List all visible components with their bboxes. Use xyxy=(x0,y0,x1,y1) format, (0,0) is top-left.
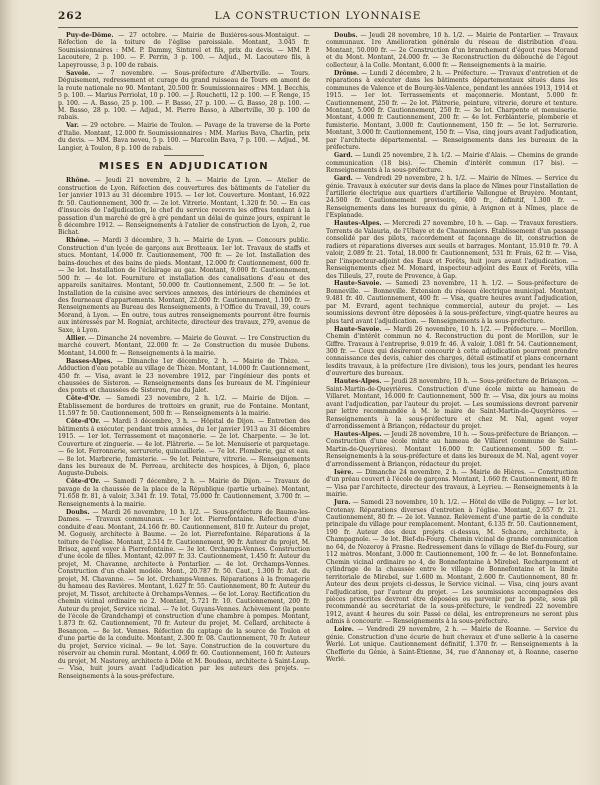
right-column xyxy=(326,32,578,772)
notice-place: Côte-d'Or. xyxy=(66,478,101,486)
left-column xyxy=(58,32,310,772)
notice-place: Gard. xyxy=(334,175,353,183)
notice-paragraph xyxy=(326,220,578,280)
notice-text: — Mardi 26 novembre, 10 h. 1/2. — Sous-préfecture de Baume-les-Dames. — Travaux communaux. — 1er lot. Pierrefontaine. Réfection d'une conduite d'eau. Montant, 24.166 fr. 80. Cautionnement, 810 fr. Auteur du projet, M. Gogueiy, architecte à Baume. — 2e lot. Pierrefontaine. Réparations à la toiture de l'église. Montant, 2.514 fr. Cautionnement, 90 fr. Auteur du projet, M. Brisoz, agent voyer à Pierrefontaine. — 3e lot. Orchamps-Vennes. Construction d'une école de filles. Montant, 42.097 fr. 33. Cautionnement, 1.450 fr. Auteur du projet, M. Chavanne, architecte à Pontarlier. — 4e lot. Orchamps-Vennes. Construction d'un chalet modèle. Mont., 20.787 fr. 50. Caut., 1.300 fr. Aut. du projet, M. Chavanne. — 5e lot. Orchamps-Vennes. Réparations à la fromagerie du hameau des Ravières. Montant, 1.627 fr. 55. Cautionnement, 80 fr. Auteur du projet, M. Tissot, architecte à Orchamps-Vennes. — 6e lot. Loray. Rectification du chemin vicinal ordinaire no 2. Montant, 5.721 fr. 10. Cautionnement, 200 fr. Auteur du projet, Service vicinal. — 7e lot. Guyans-Vennes. Achèvement (la pente de l'école de Grandchamp) et construction d'une chambre à pompes. Montant, 1.873 fr. 62. Cautionnement, 70 fr. Auteur du projet, M. Cellard, architecte à Besançon. — 8e lot. Vennes. Réfection du captage de la source de Toulon et d'une partie de la conduite. Montant, 2.300 fr. 08. Cautionnement, 70 fr. Auteur du projet, Service vicinal. — 9e lot. Saye. Construction de la couverture du réservoir au chemin rural. Montant, 4.069 fr. 60. Cautionnement, 160 fr. Auteurs du projet, M. Nastorey, architecte à Dôle et M. Boudeau, architecte à Saint-Loup. — Visa, huit jours avant l'adjudication par les auteurs des projets. — Renseignements à la sous-préfecture. xyxy=(58,508,310,680)
left-column-top-notices xyxy=(58,32,310,152)
notice-text: — Lundi 25 novembre, 2 h. 1/2. — Mairie d'Alais. — Chemins de grande communication (18 bis). — Chemin d'intérêt commun (17 bis). — Renseignements à la sous-préfecture. xyxy=(326,152,578,175)
notice-place: Hautes-Alpes. xyxy=(334,378,382,386)
notice-text: — Jeudi 28 novembre, 10 h. — Sous-préfecture de Briançon. — Saint-Martin-de-Queyrières. Construction d'une école mixte au hameau de Villaret. Montant, 16.000 fr. Cautionnement, 500 fr. — Visa, dix jours au moins avant l'adjudication, par l'auteur du projet. — Les soumissions devront parvenir par lettre recommandée à M. le maire de Saint-Martin-de-Queyrières. — Renseignements à la sous-préfecture et chez M. Nal, agent voyer d'arrondissement à Briançon, rédacteur du projet. xyxy=(326,378,578,431)
notice-place: Doubs. xyxy=(66,508,90,516)
section-title-mises-en-adjudication: MISES EN ADJUDICATION xyxy=(98,161,270,173)
notice-paragraph xyxy=(58,177,310,237)
notice-text: — Mardi 26 novembre, 10 h. 1/2. — Préfecture. — Morillon. Chemin d'intérêt commun no 4. Reconstruction du pont de Morillon, sur le Giffre. Travaux à l'entreprise, 9.019 fr. 46. À valoir, 1.081 fr. 54. Cautionnement, 300 fr. — Ceux qui désireront concourir à cette adjudication pourront prendre connaissance des devis, cahier des charges, détail estimatif et plans concernant lesdits travaux, à la préfecture (1re division), tous les jours, pendant les heures d'ouverture des bureaux. xyxy=(326,325,578,378)
notice-text: — Jeudi 28 novembre, 10 h. 1/2. — Mairie de Pontarlier. — Travaux communaux. 1re Amélioration générale du réseau de distribution d'eau. Montant, 50.000 fr. — 2e Construction d'un branchement d'égout rues Morand et du Mont. Montant, 24.000 fr. — 3e Reconstruction du débouché de l'égout collecteur, à la Colle. Montant, 6.000 fr. — Renseignements à la mairie. xyxy=(326,32,578,69)
notice-place: Doubs. xyxy=(334,32,358,39)
notice-place: Hautes-Alpes. xyxy=(334,431,382,439)
notice-paragraph xyxy=(326,326,578,378)
notice-text: — Vendredi 29 novembre, 2 h. — Mairie de Roanne. — Service du génie. Construction d'une écurie de huit chevaux et d'une sellerie à la caserne Werlé. Lot unique. Cautionnement définitif, 1.370 fr. — Renseignements à la Chefferie du Génie, à Saint-Étienne, 34, rue d'Annonay et, à Roanne, caserne Werlé. xyxy=(326,626,578,664)
notice-paragraph xyxy=(326,431,578,468)
notice-place: Haute-Savoie. xyxy=(334,280,382,288)
notice-paragraph xyxy=(58,122,310,152)
publication-title: LA CONSTRUCTION LYONNAISE xyxy=(214,10,422,22)
notice-place: Côte-d'Or. xyxy=(66,418,101,426)
right-column-notices xyxy=(326,32,578,664)
notice-paragraph xyxy=(326,626,578,663)
notice-place: Var. xyxy=(66,122,79,130)
notice-text: — Dimanche 24 novembre, 2 h. — Mairie de Hières. — Construction d'un préau couvert à l'école de garçons. Montant, 1.660 fr. Cautionnement, 80 fr. — Visa par l'architecte, directeur des travaux, à Leyrieu. — Renseignements à la mairie. xyxy=(326,468,578,499)
page-number: 262 xyxy=(58,10,83,22)
notice-text: — Lundi 2 décembre, 2 h. — Préfecture. — Travaux d'entretien et de réparations à exécuter dans les bâtiments départementaux situés dans les communes de Valence et de Bourg-lès-Valence, pendant les années 1913, 1914 et 1915. — 1er lot. Terrassements et maçonnerie. Montant, 5.000 fr. Cautionnement, 250 fr. — 2e lot. Plâtrerie, peinture, vitrerie, dorure et tenture. Montant, 5.000 fr. Cautionnement, 250 fr. — 3e lot. Charpente et menuiserie. Montant, 4.000 fr. Cautionnement, 200 fr. — 4e lot. Ferblanterie, plomberie et fumisterie. Montant, 3.000 fr. Cautionnement, 150 fr. — 5e lot. Serrurerie. Montant, 3.000 fr. Cautionnement, 150 fr. — Visa, cinq jours avant l'adjudication, par l'architecte départemental. — Renseignements dans les bureaux de la préfecture. xyxy=(326,69,578,152)
left-column-adjudication-notices xyxy=(58,177,310,680)
notice-place: Gard. xyxy=(334,152,353,160)
notice-text: — Dimanche 1er décembre, 2 h. — Mairie de Thèze. — Adduction d'eau potable au village de Thèze. Montant, 14.000 fr. Cautionnement, 450 fr. — Visa, avant le 23 novembre 1912, par l'ingénieur des ponts et chaussées de Sisteron. — Renseignements dans les bureaux de M. l'ingénieur des ponts et chaussées de Sisteron, rue du Jalet. xyxy=(58,357,310,395)
notice-place: Rhône. xyxy=(66,177,90,185)
notice-text: — Mercredi 27 novembre, 10 h. — Gap. — Travaux forestiers. Torrents de Valauria, de l'Ubaye et de Chaumoniers. Établissement d'un passage consolidé par des pilots, raccordement et façonnage de lit, construction de radiers et réparations diverses aux seuils et barrages. Montant, 15.910 fr. 79. À valoir, 2.089 fr. 21. Total, 18.000 fr. Cautionnement, 531 fr. Frais, 62 fr. — Visa, par l'inspecteur-adjoint des Eaux et Forêts, huit jours avant l'adjudication. — Renseignements chez M. Monard, inspecteur-adjoint des Eaux et Forêts, villa des Tilleuls, 27, route de Provence, à Gap. xyxy=(326,220,578,280)
notice-text: — Dimanche 24 novembre. — Mairie de Gouvat. — 1re Construction du marché couvert. Montant, 22.000 fr. — 2e Construction du musée Dubens. Montant, 14.000 fr. — Renseignements à la mairie. xyxy=(58,334,310,357)
notice-text: — Jeudi 21 novembre, 2 h. — Mairie de Lyon. — Atelier de construction de Lyon. Réfection des couvertures des bâtiments de l'atelier du 1er janvier 1913 au 31 décembre 1915. — 1er lot. Couverture. Montant, 16.922 fr. 50. Cautionnement, 300 fr. — 2e lot. Vitrerie. Montant, 1.320 fr. 50. — En cas d'insuccès de l'adjudication, le chef du service recevra les offres tendant à la passation d'un marché de gré à gré pendant un délai de quinze jours, expirant le 6 décembre 1912. — Renseignements à l'atelier de construction de Lyon, 2, rue Bichat. xyxy=(58,177,310,237)
notice-place: Haute-Savoie. xyxy=(334,325,382,333)
notice-text: — Samedi 23 novembre, 2 h. 1/2. — Mairie de Dijon. — Établissement de bordures de trottoirs en granit, rue de Fontaine. Montant, 11.597 fr. 50. Cautionnement, 500 fr. — Renseignements à la mairie. xyxy=(58,395,310,418)
notice-paragraph xyxy=(326,280,578,325)
notice-paragraph xyxy=(326,152,578,174)
notice-place: Côte-d'Or. xyxy=(66,395,101,403)
notice-paragraph xyxy=(58,70,310,122)
notice-place: Savoie. xyxy=(66,69,91,77)
notice-paragraph xyxy=(58,418,310,478)
notice-text: — 27 octobre. — Mairie de Buxières-sous-Montaigut. — Réfection de la toiture de l'église paroissiale. Montant, 3.045 fr. Soumissionnaires : MM. P. Dammy, Sinturel et fils, prix du devis. — MM. P. Lacoutere, 2 p. 100. — F. Perrin, 3 p. 100. — Adjud., M. Lacoutere fils, à Lapeyrousse, 3 p. 100 de rabais. xyxy=(58,32,310,69)
notice-paragraph xyxy=(58,478,310,508)
notice-place: Basses-Alpes. xyxy=(66,357,113,365)
header-rule xyxy=(58,27,578,28)
notice-paragraph xyxy=(326,175,578,220)
notice-place: Isère. xyxy=(334,468,354,476)
page-header xyxy=(58,10,578,24)
notice-paragraph xyxy=(326,70,578,152)
notice-text: — Samedi 7 décembre, 2 h. — Mairie de Dijon. — Travaux de pavage de la chaussée de la place de la République (partie urbaine). Montant, 71.658 fr. 81, à valoir, 3.341 fr. 19. Total, 75.000 fr. Cautionnement, 3.700 fr. — Renseignements à la mairie. xyxy=(58,478,310,508)
notice-place: Allier. xyxy=(66,334,87,342)
notice-place: Loire. xyxy=(334,626,354,634)
notice-place: Rhône. xyxy=(66,237,90,245)
notice-text: — Samedi 23 novembre, 10 h. 1/2. — Hôtel de ville de Poligny. — 1er lot. Crotenay. Réparations diverses d'entretien à l'église. Montant, 2.657 fr. 21. Cautionnement, 80 fr. — 2e lot. Vannoz. Relèvement d'une partie de la conduite principale du village pour remplacement. Montant, 6.135 fr. 50. Cautionnement, 190 fr. Auteur des deux projets ci-dessus, M. Schacre, architecte, à Champagnole. — 3e lot. Bief-du-Fourg. Chemin vicinal de grande communication no 64, de Nozeroy à Frasne. Redressement dans le village de Bief-du-Fourg, sur 112 mètres. Montant, 3.000 fr. Cautionnement, 100 fr. — 4e lot. Bonnefontaine. Chemin vicinal ordinaire no 4, de Bonnefontaine à Mirebel. Rechargement et cylindrage de la chaussée entre le village de Bonnefontaine et la limite territoriale de Mirebel, sur 1.600 m. Montant, 2.600 fr. Cautionnement, 80 fr. Auteur des deux projets ci-dessus, le Service vicinal. — Visa, cinq jours avant l'adjudication, par l'auteur du projet. — Les soumissions accompagnées des pièces prescrites devront être déposées ou parvenir par la poste, sous pli recommandé au secrétariat de la sous-préfecture, le vendredi 22 novembre 1912, avant 4 heures du soir. Passé ce délai, les entrepreneurs ne seront plus admis à concourir. — Renseignements à la sous-préfecture. xyxy=(326,499,578,626)
notice-place: Jura. xyxy=(334,499,351,507)
section-divider xyxy=(164,155,204,156)
notice-text: — Jeudi 28 novembre, 10 h. — Sous-préfecture de Briançon. — Construction d'une école mixte au hameau de Villaret (commune de Saint-Martin-de-Queyrières). Montant 16.000 fr. Cautionnement, 500 fr. — Renseignements à la sous-préfecture et dans les bureaux de M. Nal, agent voyer d'arrondissement à Briançon, rédacteur du projet. xyxy=(326,431,578,468)
notice-text: — Vendredi 29 novembre, 2 h. 1/2. — Mairie de Nîmes. — Service du génie. Travaux à exécuter sur devis dans la place de Nîmes pour l'installation de l'artillerie électrique aux quartiers d'artillerie Vallongue et Bruyère. Montant, 24.500 fr. Cautionnement provisoire, 400 fr., définitif, 1.300 fr. — Renseignements dans les bureaux du génie, à Avignon et à Nîmes, place de l'Esplanade. xyxy=(326,175,578,220)
page-binding-shadow xyxy=(0,0,12,785)
notice-paragraph xyxy=(326,32,578,69)
notice-paragraph xyxy=(326,469,578,499)
notice-paragraph xyxy=(326,499,578,626)
notice-text: — 29 octobre. — Mairie de Toulon. — Pavage de la traverse de la Porte d'Italie. Montant, 12.000 fr. Soumissionnaires : MM. Marius Bava, Charlin, prix du devis. — MM. Bava neveu, 5 p. 100. — Marcelin Bava, 7 p. 100. — Adjud., M. Langier, à Toulon, 8 p. 100 de rabais. xyxy=(58,122,310,152)
notice-paragraph xyxy=(58,237,310,334)
notice-place: Hautes-Alpes. xyxy=(334,220,382,228)
notice-paragraph xyxy=(58,32,310,69)
notice-text: — 7 novembre. — Sous-préfecture d'Albertville. — Tours. Déguisement, redressement et curage du grand ruisseau de Tours en amont de la route nationale no 90. Montant, 20.500 fr. Soumissionnaires : MM. J. Becchis, 5 p. 100. — Marius Perriolat, 10 p. 100. — J. Rouchetti, 12 p. 100. — F. Renge, 15 p. 100. — A. Basso, 25 p. 100. — F. Basso, 27 p. 100. — G. Basso, 28 p. 100. — M. Basso, 28 p. 100. — Adjud., M. Pierre Basso, à Albertville, 30 p. 100 de rabais. xyxy=(58,69,310,122)
notice-paragraph xyxy=(58,358,310,395)
notice-text: — Samedi 23 novembre, 11 h. 1/2. — Sous-préfecture de Bonneville. — Bonneville. Extension du réseau électrique municipal. Montant, 9.481 fr. 40. Cautionnement, 400 fr. — Visa, quatre heures avant l'adjudication, par M. Evrard, agent technique commercial, auteur du projet. — Les soumissions devront être déposées à la sous-préfecture, vingt-quatre heures au plus tard avant l'adjudication. — Renseignements à la sous-préfecture. xyxy=(326,280,578,325)
notice-text: — Mardi 3 décembre, 3 h. — Mairie de Lyon. — Concours public. Construction d'un lycée de garçons aux Brotteaux. 1er lot. Travaux de staffs et stucs. Montant, 14.000 fr. Cautionnement, 700 fr. — 2e lot. Installation des bains-douches et des bains de pieds. Montant, 12.000 fr. Cautionnement, 600 fr. — 3e lot. Installation de l'éclairage au gaz. Montant, 9.000 fr. Cautionnement, 500 fr. — 4e lot. Fourniture et installation des canalisations d'eau et des appareils sanitaires. Montant, 50.000 fr. Cautionnement, 2.500 fr. — 5e lot. Installation de la cuisine avec services annexes, des intérieurs de cheminées et des fourneaux d'appartements. Montant, 22.000 fr. Cautionnement, 1.100 fr. — Renseignements au Bureau des Renseignements, à l'Office du Travail, 39, cours Morand, à Lyon. — En outre, tous autres renseignements pourront être fournis aux intéressés par M. Rogniat, architecte, directeur des travaux, 279, avenue de Saxe, à Lyon. xyxy=(58,237,310,334)
notice-paragraph xyxy=(326,378,578,430)
notice-paragraph xyxy=(58,335,310,357)
notice-text: — Mardi 3 décembre, 3 h. — Hôpital de Dijon. — Entretien des bâtiments à exécuter, pendant trois années, du 1er janvier 1913 au 31 décembre 1915. — 1er lot. Terrassement et maçonnerie. — 2e lot. Charpente. — 3e lot. Couverture et zinguerie. — 4e lot. Plâtrerie. — 5e lot. Menuiserie et parquetage. — 6e lot. Ferronnerie, serrurerie, quincaillerie. — 7e lot. Plomberie, gaz et eau. — 8e lot. Marbrerie, fumisterie. — 9e lot. Peinture, vitrerie. — Renseignements dans les bureaux de M. Perreau, architecte des hospices, à Dijon, 6, place Auguste-Dubois. xyxy=(58,418,310,478)
notice-paragraph xyxy=(58,509,310,680)
notice-place: Puy-de-Dôme. xyxy=(66,32,114,39)
notice-paragraph xyxy=(58,395,310,417)
notice-place: Drôme. xyxy=(334,69,360,77)
